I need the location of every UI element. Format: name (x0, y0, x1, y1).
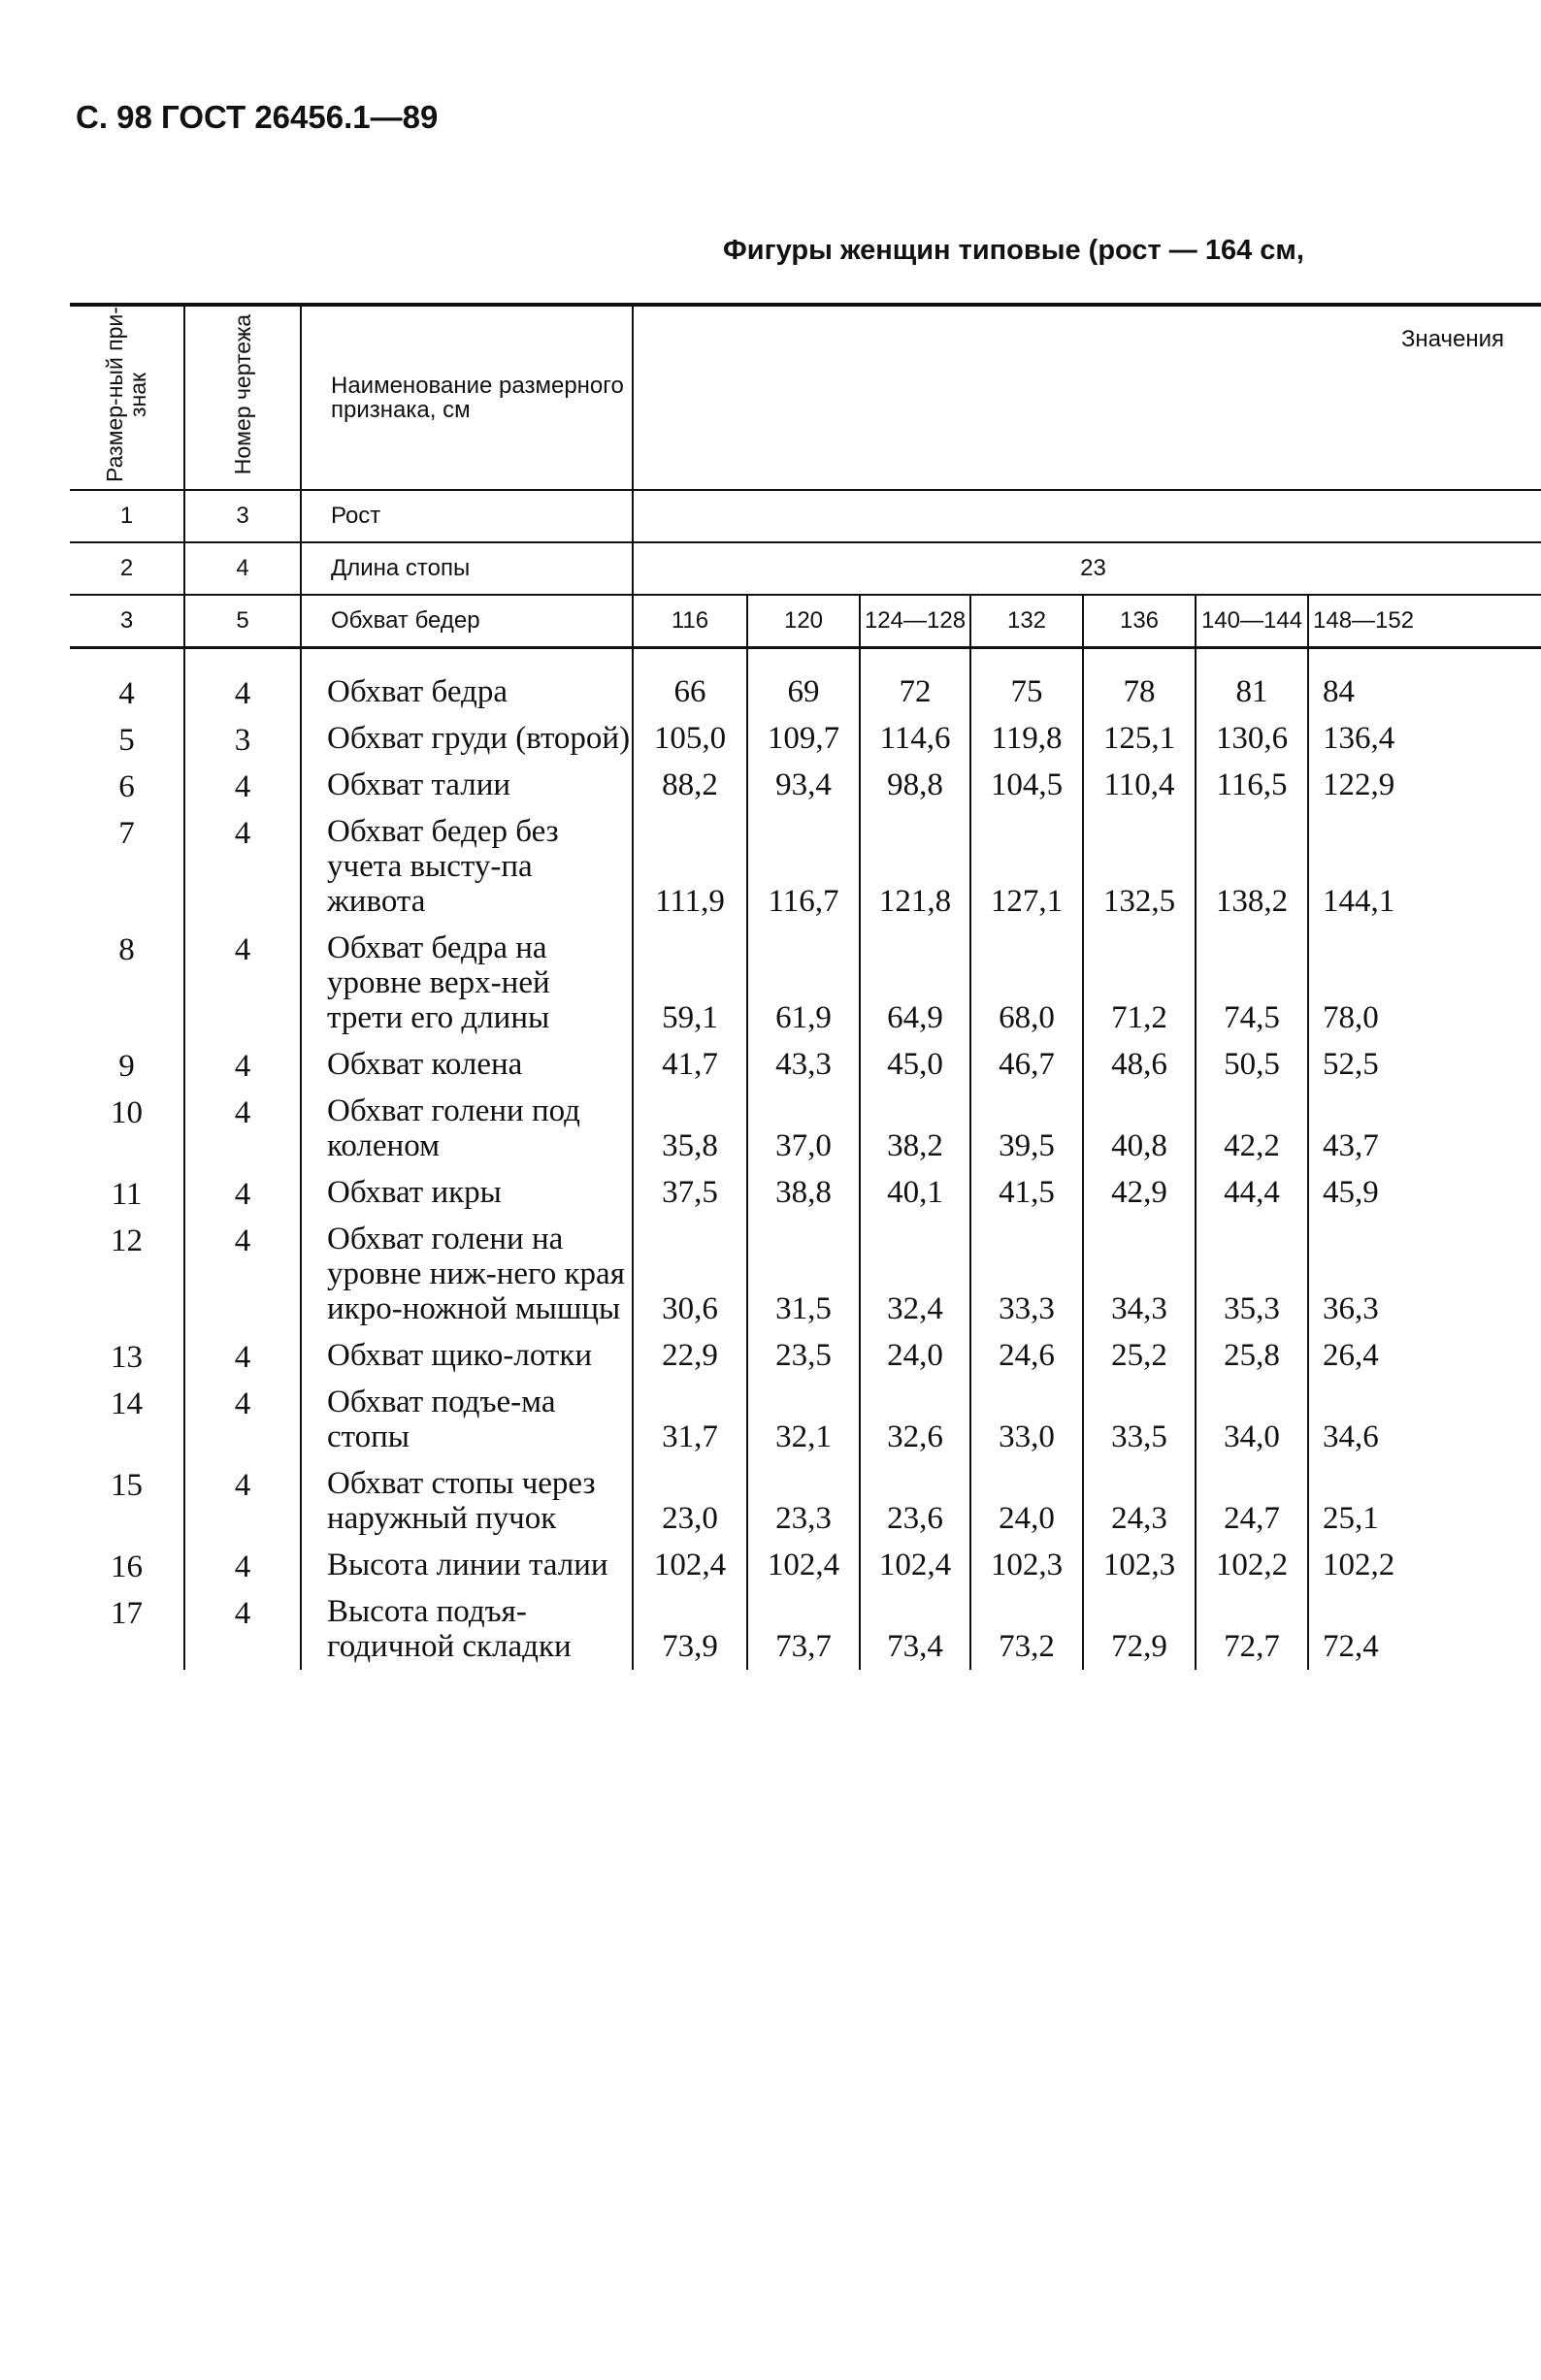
value-cell: 102,3 (970, 1542, 1083, 1588)
value-cell: 45,9 (1323, 1175, 1379, 1210)
value-cell: 121,8 (860, 808, 970, 925)
value-cell: 34,6 (1323, 1419, 1379, 1454)
drawing-number: 3 (184, 715, 301, 762)
drawing-number: 4 (184, 1542, 301, 1588)
value-cell: 102,4 (860, 1542, 970, 1588)
value-cell: 75 (970, 668, 1083, 715)
drawing-number: 4 (184, 1332, 301, 1379)
table-row (70, 1542, 1541, 1588)
value-cell: 98,8 (860, 762, 970, 808)
value-cell: 116,7 (747, 808, 860, 925)
feature-name: Обхват подъе-ма стопы (301, 1379, 633, 1460)
value-cell: 32,6 (860, 1379, 970, 1460)
table-row (70, 1088, 1541, 1169)
value-cell: 24,3 (1083, 1460, 1196, 1542)
value-cell: 81 (1196, 668, 1308, 715)
value-cell: 105,0 (633, 715, 747, 762)
value-cell: 132,5 (1083, 808, 1196, 925)
value-cell: 23,6 (860, 1460, 970, 1542)
table-row (70, 762, 1541, 808)
table-row (70, 1460, 1541, 1542)
value-cell: 116,5 (1196, 762, 1308, 808)
value-cell: 33,3 (970, 1216, 1083, 1332)
value-cell: 72,9 (1083, 1588, 1196, 1670)
value-cell: 144,1 (1323, 884, 1395, 919)
value-cell: 73,2 (970, 1588, 1083, 1670)
value-cell: 61,9 (747, 925, 860, 1041)
value-cell: 66 (633, 668, 747, 715)
value-cell: 24,6 (970, 1332, 1083, 1379)
value-cell: 78 (1083, 668, 1196, 715)
feature-name: Обхват голени на уровне ниж-него края икро-ножной мышцы (301, 1216, 633, 1332)
feature-name: Обхват бедра на уровне верх-ней трети его длины (301, 925, 633, 1041)
value-cell: 102,3 (1083, 1542, 1196, 1588)
head-row: 2 4 Длина стопы 23 (70, 542, 1541, 595)
value-cell: 24,0 (970, 1460, 1083, 1542)
feature-name: Высота линии талии (301, 1542, 633, 1588)
value-cell: 40,8 (1083, 1088, 1196, 1169)
feature-name: Обхват бедра (301, 668, 633, 715)
value-cell: 34,0 (1196, 1379, 1308, 1460)
table-row (70, 715, 1541, 762)
drawing-number: 4 (184, 1088, 301, 1169)
drawing-number: 4 (184, 808, 301, 925)
value-cell: 25,2 (1083, 1332, 1196, 1379)
value-cell: 102,4 (633, 1542, 747, 1588)
value-cell: 48,6 (1083, 1041, 1196, 1088)
feature-number: 4 (70, 668, 184, 715)
page-header: С. 98 ГОСТ 26456.1—89 (76, 99, 439, 135)
value-cell: 24,0 (860, 1332, 970, 1379)
value-cell: 30,6 (633, 1216, 747, 1332)
feature-name: Обхват груди (второй) (301, 715, 633, 762)
value-cell: 102,2 (1323, 1548, 1395, 1582)
value-cell: 52,5 (1323, 1047, 1379, 1082)
feature-name: Обхват колена (301, 1041, 633, 1088)
feature-name: Обхват стопы через наружный пучок (301, 1460, 633, 1542)
feature-name: Обхват талии (301, 762, 633, 808)
drawing-number: 4 (184, 1379, 301, 1460)
drawing-number: 4 (184, 762, 301, 808)
value-cell: 102,2 (1196, 1542, 1308, 1588)
value-cell: 44,4 (1196, 1169, 1308, 1216)
drawing-number: 4 (184, 1460, 301, 1542)
head-row: 3 5 Обхват бедер 116 120 124—128 132 136 140—144 148—152 (70, 595, 1541, 648)
table-row (70, 925, 1541, 1041)
value-cell: 39,5 (970, 1088, 1083, 1169)
value-cell: 130,6 (1196, 715, 1308, 762)
value-cell: 46,7 (970, 1041, 1083, 1088)
feature-number: 10 (70, 1088, 184, 1169)
feature-number: 8 (70, 925, 184, 1041)
value-cell: 50,5 (1196, 1041, 1308, 1088)
value-cell: 111,9 (633, 808, 747, 925)
value-cell: 136,4 (1323, 721, 1395, 756)
value-cell: 68,0 (970, 925, 1083, 1041)
feature-number: 11 (70, 1169, 184, 1216)
feature-number: 15 (70, 1460, 184, 1542)
value-cell: 72,4 (1323, 1629, 1379, 1664)
value-cell: 43,3 (747, 1041, 860, 1088)
value-cell: 23,5 (747, 1332, 860, 1379)
value-cell: 32,4 (860, 1216, 970, 1332)
drawing-number: 4 (184, 925, 301, 1041)
value-cell: 78,0 (1323, 1000, 1379, 1035)
value-cell: 88,2 (633, 762, 747, 808)
value-cell: 104,5 (970, 762, 1083, 808)
value-cell: 38,2 (860, 1088, 970, 1169)
table-row (70, 1588, 1541, 1670)
value-cell: 64,9 (860, 925, 970, 1041)
value-cell: 23,3 (747, 1460, 860, 1542)
head-row: 1 3 Рост (70, 490, 1541, 542)
data-table (70, 303, 1541, 1670)
value-cell: 43,7 (1323, 1128, 1379, 1163)
drawing-number: 4 (184, 1041, 301, 1088)
feature-name: Обхват икры (301, 1169, 633, 1216)
value-cell: 35,3 (1196, 1216, 1308, 1332)
value-cell: 34,3 (1083, 1216, 1196, 1332)
value-cell: 71,2 (1083, 925, 1196, 1041)
value-cell: 42,2 (1196, 1088, 1308, 1169)
table-row (70, 1379, 1541, 1460)
feature-name: Высота подъя-годичной складки (301, 1588, 633, 1670)
value-cell: 45,0 (860, 1041, 970, 1088)
value-cell: 25,1 (1323, 1501, 1379, 1536)
feature-number: 12 (70, 1216, 184, 1332)
value-cell: 73,7 (747, 1588, 860, 1670)
value-cell: 72,7 (1196, 1588, 1308, 1670)
header-feature: Размер-ный при-знак (70, 305, 184, 490)
value-cell: 40,1 (860, 1169, 970, 1216)
value-cell: 31,5 (747, 1216, 860, 1332)
value-cell: 122,9 (1323, 767, 1395, 802)
drawing-number: 4 (184, 1169, 301, 1216)
feature-name: Обхват бедер без учета высту-па живота (301, 808, 633, 925)
feature-name: Обхват голени под коленом (301, 1088, 633, 1169)
table-row (70, 668, 1541, 715)
drawing-number: 4 (184, 1588, 301, 1670)
value-cell: 138,2 (1196, 808, 1308, 925)
feature-number: 16 (70, 1542, 184, 1588)
value-cell: 127,1 (970, 808, 1083, 925)
value-cell: 73,9 (633, 1588, 747, 1670)
feature-number: 9 (70, 1041, 184, 1088)
value-cell: 59,1 (633, 925, 747, 1041)
value-cell: 25,8 (1196, 1332, 1308, 1379)
value-cell: 37,5 (633, 1169, 747, 1216)
table-row (70, 1041, 1541, 1088)
drawing-number: 4 (184, 668, 301, 715)
value-cell: 37,0 (747, 1088, 860, 1169)
value-cell: 125,1 (1083, 715, 1196, 762)
value-cell: 42,9 (1083, 1169, 1196, 1216)
value-cell: 36,3 (1323, 1291, 1379, 1326)
value-cell: 26,4 (1323, 1338, 1379, 1373)
value-cell: 72 (860, 668, 970, 715)
table-title: Фигуры женщин типовые (рост — 164 см, (723, 235, 1304, 266)
value-cell: 38,8 (747, 1169, 860, 1216)
value-cell: 24,7 (1196, 1460, 1308, 1542)
value-cell: 69 (747, 668, 860, 715)
value-cell: 33,5 (1083, 1379, 1196, 1460)
value-cell: 102,4 (747, 1542, 860, 1588)
value-cell: 33,0 (970, 1379, 1083, 1460)
value-cell: 35,8 (633, 1088, 747, 1169)
drawing-number: 4 (184, 1216, 301, 1332)
feature-number: 17 (70, 1588, 184, 1670)
value-cell: 84 (1323, 674, 1355, 709)
value-cell: 74,5 (1196, 925, 1308, 1041)
value-cell: 22,9 (633, 1332, 747, 1379)
value-cell: 119,8 (970, 715, 1083, 762)
value-cell: 93,4 (747, 762, 860, 808)
value-cell: 23,0 (633, 1460, 747, 1542)
table-row (70, 1332, 1541, 1379)
table-row (70, 1169, 1541, 1216)
header-drawing: Номер чертежа (184, 305, 301, 490)
table-row (70, 808, 1541, 925)
feature-number: 7 (70, 808, 184, 925)
feature-name: Обхват щико-лотки (301, 1332, 633, 1379)
feature-number: 6 (70, 762, 184, 808)
value-cell: 41,5 (970, 1169, 1083, 1216)
feature-number: 5 (70, 715, 184, 762)
value-cell: 109,7 (747, 715, 860, 762)
value-cell: 73,4 (860, 1588, 970, 1670)
feature-number: 14 (70, 1379, 184, 1460)
value-cell: 114,6 (860, 715, 970, 762)
feature-number: 13 (70, 1332, 184, 1379)
value-cell: 32,1 (747, 1379, 860, 1460)
value-cell: 41,7 (633, 1041, 747, 1088)
value-cell: 31,7 (633, 1379, 747, 1460)
header-name: Наименование размерного признака, см (301, 305, 633, 490)
table-row (70, 1216, 1541, 1332)
header-values: Значения (633, 305, 1541, 490)
value-cell: 110,4 (1083, 762, 1196, 808)
